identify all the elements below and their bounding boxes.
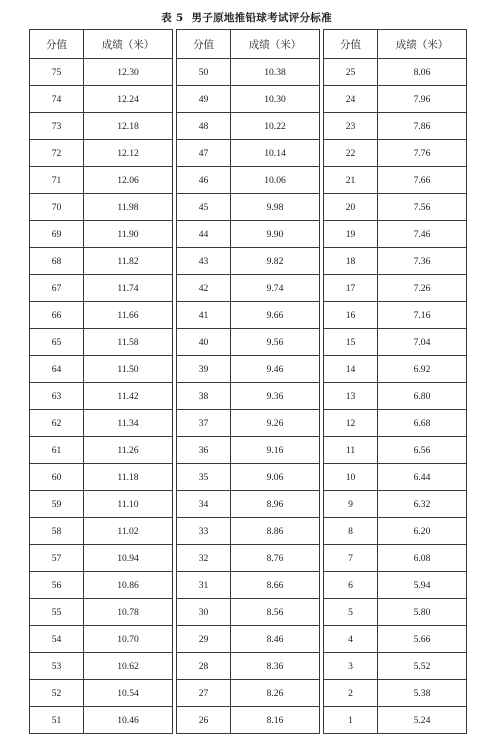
score-cell: 34 <box>177 491 231 518</box>
score-cell: 36 <box>177 437 231 464</box>
score-cell: 17 <box>324 275 378 302</box>
result-cell: 11.58 <box>84 329 173 356</box>
result-cell: 6.56 <box>378 437 467 464</box>
result-cell: 8.06 <box>378 59 467 86</box>
score-cell: 10 <box>324 464 378 491</box>
score-cell: 50 <box>177 59 231 86</box>
result-cell: 10.38 <box>231 59 320 86</box>
table-row <box>177 248 320 275</box>
score-cell: 21 <box>324 167 378 194</box>
result-cell: 10.22 <box>231 113 320 140</box>
score-cell: 39 <box>177 356 231 383</box>
score-cell: 18 <box>324 248 378 275</box>
result-cell: 11.90 <box>84 221 173 248</box>
result-cell: 11.82 <box>84 248 173 275</box>
result-cell: 10.86 <box>84 572 173 599</box>
score-cell: 23 <box>324 113 378 140</box>
table-row <box>30 140 173 167</box>
table-row <box>324 329 467 356</box>
column-header-result: 成绩（米） <box>231 30 320 59</box>
score-cell: 63 <box>30 383 84 410</box>
result-cell: 10.62 <box>84 653 173 680</box>
column-header-score: 分值 <box>30 30 84 59</box>
score-cell: 31 <box>177 572 231 599</box>
score-cell: 72 <box>30 140 84 167</box>
table-title: 男子原地推铅球考试评分标准 <box>191 12 332 24</box>
score-tables <box>29 29 467 726</box>
result-cell: 11.50 <box>84 356 173 383</box>
table-row <box>324 545 467 572</box>
table-row <box>324 356 467 383</box>
table-row <box>30 680 173 707</box>
score-cell: 68 <box>30 248 84 275</box>
score-cell: 69 <box>30 221 84 248</box>
table-row <box>30 59 173 86</box>
result-cell: 5.80 <box>378 599 467 626</box>
score-cell: 74 <box>30 86 84 113</box>
score-cell: 6 <box>324 572 378 599</box>
table-row <box>324 140 467 167</box>
score-cell: 15 <box>324 329 378 356</box>
table-row <box>177 599 320 626</box>
table-row <box>30 167 173 194</box>
result-cell: 9.46 <box>231 356 320 383</box>
score-table-2 <box>176 29 320 734</box>
table-row <box>177 140 320 167</box>
score-cell: 11 <box>324 437 378 464</box>
result-cell: 9.66 <box>231 302 320 329</box>
score-cell: 8 <box>324 518 378 545</box>
result-cell: 8.26 <box>231 680 320 707</box>
table-row <box>177 302 320 329</box>
result-cell: 7.36 <box>378 248 467 275</box>
table-row <box>324 707 467 734</box>
score-cell: 41 <box>177 302 231 329</box>
score-cell: 51 <box>30 707 84 734</box>
result-cell: 11.10 <box>84 491 173 518</box>
score-cell: 65 <box>30 329 84 356</box>
score-cell: 14 <box>324 356 378 383</box>
result-cell: 7.46 <box>378 221 467 248</box>
table-number: 表 5 <box>161 12 184 24</box>
table-row <box>324 464 467 491</box>
table-row <box>324 626 467 653</box>
table-row <box>30 707 173 734</box>
result-cell: 8.56 <box>231 599 320 626</box>
result-cell: 11.34 <box>84 410 173 437</box>
score-cell: 52 <box>30 680 84 707</box>
result-cell: 7.96 <box>378 86 467 113</box>
table-row <box>30 113 173 140</box>
table-row <box>30 383 173 410</box>
result-cell: 8.96 <box>231 491 320 518</box>
header-row <box>30 30 173 59</box>
result-cell: 11.66 <box>84 302 173 329</box>
result-cell: 10.94 <box>84 545 173 572</box>
result-cell: 5.38 <box>378 680 467 707</box>
score-cell: 64 <box>30 356 84 383</box>
table-row <box>30 491 173 518</box>
table-row <box>30 410 173 437</box>
score-cell: 67 <box>30 275 84 302</box>
result-cell: 8.46 <box>231 626 320 653</box>
score-cell: 2 <box>324 680 378 707</box>
table-row <box>177 653 320 680</box>
score-cell: 5 <box>324 599 378 626</box>
score-cell: 49 <box>177 86 231 113</box>
score-cell: 1 <box>324 707 378 734</box>
table-row <box>177 59 320 86</box>
result-cell: 7.56 <box>378 194 467 221</box>
score-cell: 73 <box>30 113 84 140</box>
result-cell: 5.94 <box>378 572 467 599</box>
column-header-result: 成绩（米） <box>378 30 467 59</box>
score-cell: 25 <box>324 59 378 86</box>
score-cell: 62 <box>30 410 84 437</box>
table-row <box>177 113 320 140</box>
result-cell: 10.06 <box>231 167 320 194</box>
result-cell: 8.36 <box>231 653 320 680</box>
table-row <box>324 599 467 626</box>
table-row <box>324 302 467 329</box>
score-cell: 32 <box>177 545 231 572</box>
result-cell: 7.86 <box>378 113 467 140</box>
table-row <box>324 194 467 221</box>
table-row <box>30 275 173 302</box>
table-row <box>324 59 467 86</box>
table-row <box>324 572 467 599</box>
score-cell: 38 <box>177 383 231 410</box>
result-cell: 6.08 <box>378 545 467 572</box>
table-row <box>30 329 173 356</box>
table-row <box>177 167 320 194</box>
result-cell: 10.78 <box>84 599 173 626</box>
score-cell: 13 <box>324 383 378 410</box>
score-cell: 30 <box>177 599 231 626</box>
result-cell: 8.76 <box>231 545 320 572</box>
score-cell: 43 <box>177 248 231 275</box>
score-cell: 60 <box>30 464 84 491</box>
score-cell: 20 <box>324 194 378 221</box>
result-cell: 9.56 <box>231 329 320 356</box>
table-row <box>30 545 173 572</box>
table-row <box>30 221 173 248</box>
score-cell: 42 <box>177 275 231 302</box>
table-row <box>30 86 173 113</box>
result-cell: 11.42 <box>84 383 173 410</box>
table-row <box>177 194 320 221</box>
result-cell: 9.74 <box>231 275 320 302</box>
table-row <box>324 113 467 140</box>
table-row <box>324 437 467 464</box>
table-row <box>177 491 320 518</box>
column-header-score: 分值 <box>324 30 378 59</box>
result-cell: 5.52 <box>378 653 467 680</box>
table-row <box>30 599 173 626</box>
score-cell: 16 <box>324 302 378 329</box>
score-cell: 19 <box>324 221 378 248</box>
score-cell: 57 <box>30 545 84 572</box>
table-row <box>30 626 173 653</box>
table-row <box>324 167 467 194</box>
score-table-3 <box>323 29 467 734</box>
result-cell: 6.32 <box>378 491 467 518</box>
table-row <box>177 437 320 464</box>
table-row <box>177 275 320 302</box>
result-cell: 9.36 <box>231 383 320 410</box>
result-cell: 11.18 <box>84 464 173 491</box>
result-cell: 10.46 <box>84 707 173 734</box>
result-cell: 5.66 <box>378 626 467 653</box>
score-cell: 4 <box>324 626 378 653</box>
result-cell: 11.74 <box>84 275 173 302</box>
score-cell: 71 <box>30 167 84 194</box>
score-cell: 27 <box>177 680 231 707</box>
result-cell: 8.16 <box>231 707 320 734</box>
score-cell: 40 <box>177 329 231 356</box>
score-cell: 24 <box>324 86 378 113</box>
table-row <box>30 437 173 464</box>
result-cell: 7.26 <box>378 275 467 302</box>
table-row <box>177 329 320 356</box>
table-row <box>177 572 320 599</box>
score-cell: 28 <box>177 653 231 680</box>
score-cell: 47 <box>177 140 231 167</box>
result-cell: 9.26 <box>231 410 320 437</box>
score-cell: 48 <box>177 113 231 140</box>
score-cell: 61 <box>30 437 84 464</box>
table-row <box>324 86 467 113</box>
score-cell: 37 <box>177 410 231 437</box>
result-cell: 10.30 <box>231 86 320 113</box>
table-row <box>30 356 173 383</box>
result-cell: 10.54 <box>84 680 173 707</box>
table-row <box>30 518 173 545</box>
score-cell: 26 <box>177 707 231 734</box>
result-cell: 6.20 <box>378 518 467 545</box>
table-row <box>177 464 320 491</box>
table-row <box>177 86 320 113</box>
score-cell: 29 <box>177 626 231 653</box>
score-cell: 59 <box>30 491 84 518</box>
table-row <box>177 545 320 572</box>
result-cell: 7.76 <box>378 140 467 167</box>
table-row <box>324 383 467 410</box>
table-row <box>324 410 467 437</box>
score-cell: 9 <box>324 491 378 518</box>
table-row <box>177 707 320 734</box>
result-cell: 7.16 <box>378 302 467 329</box>
result-cell: 6.92 <box>378 356 467 383</box>
result-cell: 7.04 <box>378 329 467 356</box>
table-row <box>30 653 173 680</box>
table-row <box>30 194 173 221</box>
table-row <box>30 572 173 599</box>
score-cell: 22 <box>324 140 378 167</box>
score-cell: 46 <box>177 167 231 194</box>
result-cell: 6.68 <box>378 410 467 437</box>
result-cell: 9.90 <box>231 221 320 248</box>
score-cell: 7 <box>324 545 378 572</box>
result-cell: 5.24 <box>378 707 467 734</box>
result-cell: 12.06 <box>84 167 173 194</box>
table-caption <box>0 10 493 25</box>
score-cell: 44 <box>177 221 231 248</box>
result-cell: 12.30 <box>84 59 173 86</box>
result-cell: 11.26 <box>84 437 173 464</box>
table-row <box>324 491 467 518</box>
table-row <box>177 410 320 437</box>
result-cell: 9.06 <box>231 464 320 491</box>
result-cell: 8.86 <box>231 518 320 545</box>
table-row <box>324 518 467 545</box>
result-cell: 12.24 <box>84 86 173 113</box>
table-row <box>324 653 467 680</box>
result-cell: 12.12 <box>84 140 173 167</box>
result-cell: 10.70 <box>84 626 173 653</box>
score-cell: 53 <box>30 653 84 680</box>
table-row <box>177 356 320 383</box>
result-cell: 6.44 <box>378 464 467 491</box>
header-row <box>177 30 320 59</box>
score-cell: 55 <box>30 599 84 626</box>
table-row <box>177 680 320 707</box>
table-row <box>30 248 173 275</box>
score-cell: 35 <box>177 464 231 491</box>
result-cell: 11.98 <box>84 194 173 221</box>
score-cell: 66 <box>30 302 84 329</box>
result-cell: 9.16 <box>231 437 320 464</box>
table-row <box>177 383 320 410</box>
table-row <box>324 248 467 275</box>
table-row <box>30 302 173 329</box>
score-cell: 33 <box>177 518 231 545</box>
score-cell: 12 <box>324 410 378 437</box>
score-cell: 70 <box>30 194 84 221</box>
score-cell: 56 <box>30 572 84 599</box>
score-cell: 3 <box>324 653 378 680</box>
result-cell: 11.02 <box>84 518 173 545</box>
result-cell: 7.66 <box>378 167 467 194</box>
table-row <box>177 626 320 653</box>
column-header-score: 分值 <box>177 30 231 59</box>
score-table-1 <box>29 29 173 734</box>
table-row <box>324 680 467 707</box>
score-cell: 54 <box>30 626 84 653</box>
table-row <box>324 275 467 302</box>
table-row <box>177 518 320 545</box>
score-cell: 75 <box>30 59 84 86</box>
header-row <box>324 30 467 59</box>
result-cell: 10.14 <box>231 140 320 167</box>
table-row <box>324 221 467 248</box>
result-cell: 9.98 <box>231 194 320 221</box>
table-row <box>177 221 320 248</box>
result-cell: 9.82 <box>231 248 320 275</box>
result-cell: 12.18 <box>84 113 173 140</box>
table-row <box>30 464 173 491</box>
result-cell: 6.80 <box>378 383 467 410</box>
column-header-result: 成绩（米） <box>84 30 173 59</box>
score-cell: 58 <box>30 518 84 545</box>
result-cell: 8.66 <box>231 572 320 599</box>
score-cell: 45 <box>177 194 231 221</box>
